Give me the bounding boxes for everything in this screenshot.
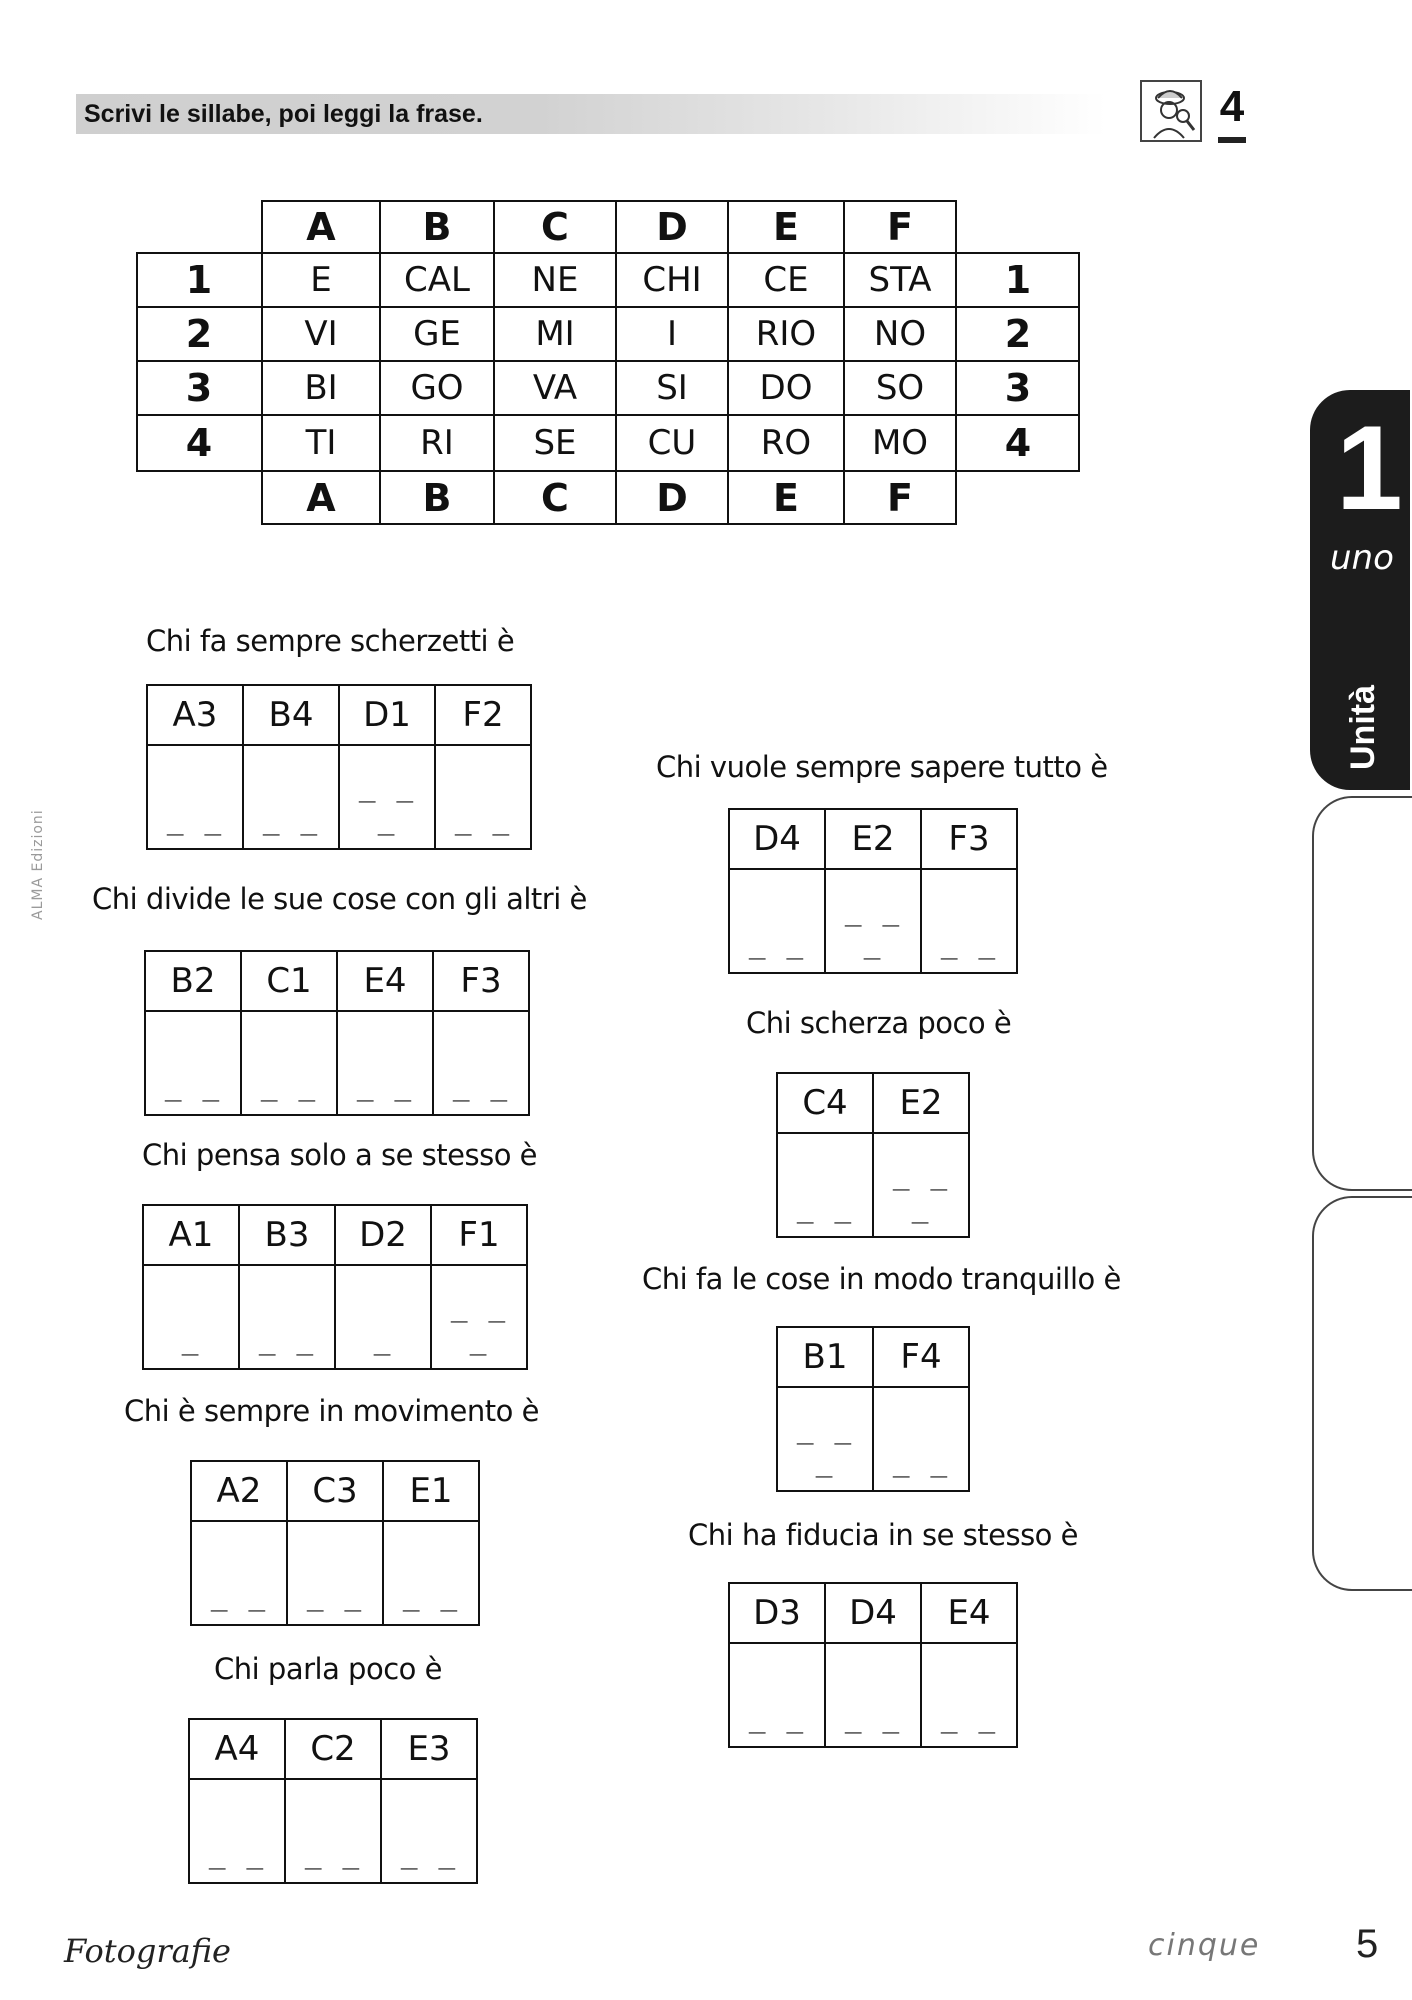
grid-col-header: A: [306, 204, 336, 249]
syllable-code: F2: [435, 685, 531, 745]
syllable-code: F3: [921, 809, 1017, 869]
answer-blank[interactable]: _ _: [189, 1779, 285, 1883]
grid-cell: MO: [871, 423, 929, 463]
grid-col-footer: D: [656, 475, 688, 520]
grid-cell: NO: [873, 314, 927, 354]
answer-blank[interactable]: _ _: [729, 869, 825, 973]
syllable-code: E1: [383, 1461, 479, 1521]
syllable-code: B1: [777, 1327, 873, 1387]
clue-text: Chi scherza poco è: [746, 1006, 1012, 1040]
grid-row-label-right: 1: [1004, 258, 1032, 302]
grid-col-footer: F: [887, 475, 913, 520]
grid-row-label-left: 3: [185, 366, 213, 410]
answer-blank[interactable]: _ _: [921, 869, 1017, 973]
answer-blank[interactable]: _ _: [243, 745, 339, 849]
answer-blank[interactable]: _ _: [285, 1779, 381, 1883]
grid-col-header: E: [773, 204, 799, 249]
answer-table: [144, 950, 530, 1116]
grid-cell: VI: [304, 314, 338, 354]
syllable-code: D3: [729, 1583, 825, 1643]
syllable-code: C4: [777, 1073, 873, 1133]
answer-blank[interactable]: _ _: [383, 1521, 479, 1625]
answer-blank[interactable]: _ _: [433, 1011, 529, 1115]
grid-cell: RO: [760, 423, 812, 463]
grid-cell: E: [310, 260, 332, 300]
clue-text: Chi parla poco è: [214, 1652, 442, 1686]
answer-table: [728, 1582, 1018, 1748]
answer-blank[interactable]: _ _: [873, 1387, 969, 1491]
grid-row-label-right: 4: [1004, 421, 1032, 465]
syllable-code: C3: [287, 1461, 383, 1521]
syllable-code: F3: [433, 951, 529, 1011]
syllable-code: B3: [239, 1205, 335, 1265]
unit-tab-number: 1: [1336, 401, 1403, 535]
grid-row-label-left: 4: [185, 421, 213, 465]
syllable-code: D4: [825, 1583, 921, 1643]
answer-table: [776, 1326, 970, 1492]
grid-row-label-left: 1: [185, 258, 213, 302]
grid-cell: CE: [763, 260, 809, 300]
syllable-code: D4: [729, 809, 825, 869]
syllable-code: E3: [381, 1719, 477, 1779]
answer-blank[interactable]: _ _ _: [431, 1265, 527, 1369]
grid-col-header: F: [887, 204, 913, 249]
grid-cell: STA: [868, 260, 932, 300]
answer-blank[interactable]: _ _: [729, 1643, 825, 1747]
grid-cell: NE: [531, 260, 579, 300]
clue-text: Chi è sempre in movimento è: [124, 1394, 539, 1428]
clue-text: Chi fa le cose in modo tranquillo è: [642, 1262, 1121, 1296]
grid-cell: TI: [305, 423, 337, 463]
syllable-code: C1: [241, 951, 337, 1011]
grid-cell: GE: [413, 314, 461, 354]
grid-cell: RIO: [755, 314, 817, 354]
answer-blank[interactable]: _: [335, 1265, 431, 1369]
publisher-text: ALMA Edizioni: [30, 809, 46, 920]
syllable-code: A1: [143, 1205, 239, 1265]
unit-tab-empty[interactable]: [1312, 796, 1412, 1191]
answer-blank[interactable]: _ _: [921, 1643, 1017, 1747]
grid-cell: CU: [647, 423, 697, 463]
answer-blank[interactable]: _ _: [777, 1133, 873, 1237]
unit-tab-label: Unità: [1344, 685, 1382, 770]
grid-col-footer: C: [541, 475, 569, 520]
grid-cell: DO: [759, 368, 813, 408]
syllable-code: C2: [285, 1719, 381, 1779]
grid-col-footer: B: [422, 475, 452, 520]
answer-blank[interactable]: _ _: [381, 1779, 477, 1883]
syllable-code: A4: [189, 1719, 285, 1779]
grid-col-footer: A: [306, 475, 336, 520]
answer-blank[interactable]: _ _: [241, 1011, 337, 1115]
answer-table: [190, 1460, 480, 1626]
grid-cell: RI: [420, 423, 454, 463]
grid-row-label-right: 3: [1004, 366, 1032, 410]
detective-icon: [1140, 80, 1202, 142]
grid-row-label-right: 2: [1004, 312, 1032, 356]
answer-blank[interactable]: _ _: [145, 1011, 241, 1115]
clue-text: Chi ha fiducia in se stesso è: [688, 1518, 1078, 1552]
answer-blank[interactable]: _ _: [825, 1643, 921, 1747]
answer-blank[interactable]: _: [143, 1265, 239, 1369]
answer-blank[interactable]: _ _: [435, 745, 531, 849]
exercise-number-underline: [1218, 137, 1246, 143]
syllable-code: E4: [337, 951, 433, 1011]
book-brand: Fotografie: [64, 1932, 231, 1970]
clue-text: Chi divide le sue cose con gli altri è: [92, 882, 587, 916]
grid-col-header: B: [422, 204, 452, 249]
grid-cell: VA: [532, 368, 578, 408]
grid-row-label-left: 2: [185, 312, 213, 356]
syllable-grid: [136, 200, 1080, 525]
syllable-code: E2: [873, 1073, 969, 1133]
syllable-code: D1: [339, 685, 435, 745]
answer-blank[interactable]: _ _: [239, 1265, 335, 1369]
grid-col-header: C: [541, 204, 569, 249]
grid-cell: CHI: [642, 260, 702, 300]
answer-table: [142, 1204, 528, 1370]
syllable-code: A2: [191, 1461, 287, 1521]
answer-blank[interactable]: _ _ _: [825, 869, 921, 973]
syllable-code: E2: [825, 809, 921, 869]
grid-cell: SE: [533, 423, 577, 463]
page-number-word: cinque: [1148, 1928, 1261, 1963]
answer-blank[interactable]: _ _ _: [339, 745, 435, 849]
instruction-banner: [76, 94, 1106, 134]
syllable-code: B4: [243, 685, 339, 745]
syllable-code: B2: [145, 951, 241, 1011]
grid-cell: MI: [535, 314, 575, 354]
instruction-text: Scrivi le sillabe, poi leggi la frase.: [84, 100, 483, 128]
answer-blank[interactable]: _ _: [337, 1011, 433, 1115]
grid-cell: SO: [875, 368, 925, 408]
answer-blank[interactable]: _ _: [191, 1521, 287, 1625]
grid-cell: SI: [656, 368, 688, 408]
syllable-code: D2: [335, 1205, 431, 1265]
page-number: 5: [1356, 1922, 1379, 1966]
syllable-code: F1: [431, 1205, 527, 1265]
grid-cell: BI: [304, 368, 338, 408]
syllable-code: A3: [147, 685, 243, 745]
grid-cell: I: [666, 314, 678, 354]
answer-blank[interactable]: _ _ _: [873, 1133, 969, 1237]
unit-tab-empty[interactable]: [1312, 1196, 1412, 1591]
answer-table: [146, 684, 532, 850]
clue-text: Chi fa sempre scherzetti è: [146, 624, 515, 658]
exercise-number: 4: [1219, 82, 1245, 131]
answer-table: [776, 1072, 970, 1238]
answer-table: [728, 808, 1018, 974]
clue-text: Chi vuole sempre sapere tutto è: [656, 750, 1108, 784]
answer-blank[interactable]: _ _: [147, 745, 243, 849]
answer-blank[interactable]: _ _: [287, 1521, 383, 1625]
grid-col-header: D: [656, 204, 688, 249]
answer-table: [188, 1718, 478, 1884]
grid-cell: CAL: [404, 260, 470, 300]
syllable-code: F4: [873, 1327, 969, 1387]
answer-blank[interactable]: _ _ _: [777, 1387, 873, 1491]
grid-col-footer: E: [773, 475, 799, 520]
grid-cell: GO: [410, 368, 464, 408]
clue-text: Chi pensa solo a se stesso è: [142, 1138, 538, 1172]
syllable-code: E4: [921, 1583, 1017, 1643]
unit-tab-word: uno: [1330, 538, 1394, 578]
